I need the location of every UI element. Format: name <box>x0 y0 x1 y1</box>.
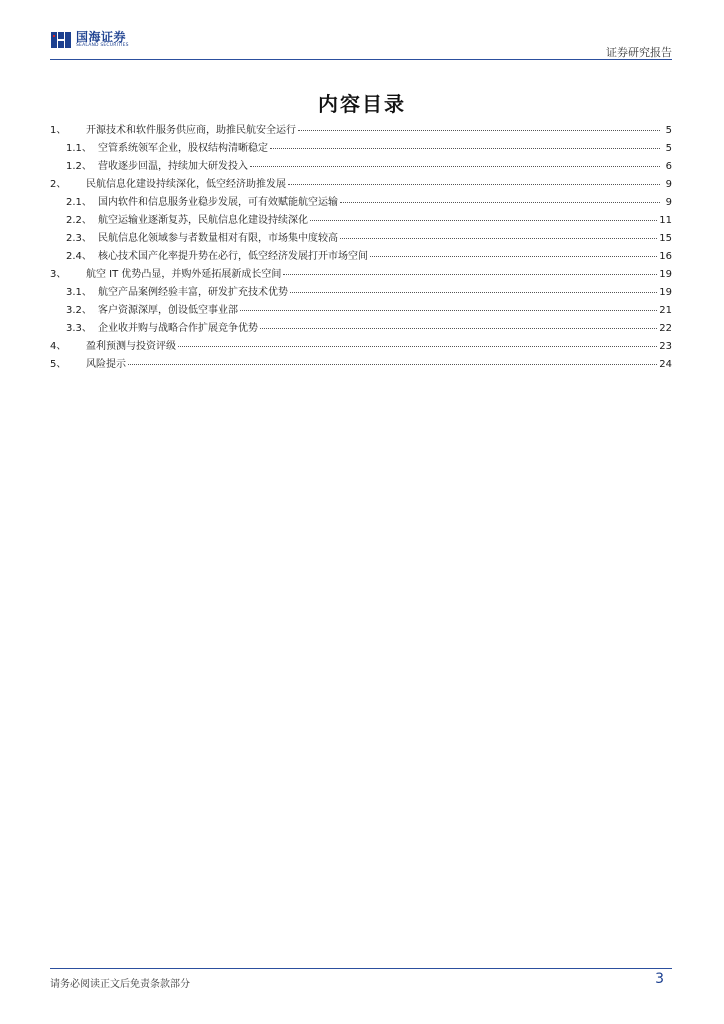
toc-entry-number: 2.3、 <box>66 233 92 244</box>
toc-dot-leader <box>128 364 657 365</box>
toc-entry[interactable] <box>50 301 672 319</box>
toc-entry-page: 15 <box>659 233 672 244</box>
toc-dot-leader <box>270 148 660 149</box>
toc-entry-page: 5 <box>665 125 672 136</box>
toc-entry-title: 风险提示 <box>86 359 126 370</box>
header-divider <box>50 59 672 60</box>
toc-entry-number: 3、 <box>50 269 67 280</box>
toc-entry[interactable] <box>50 121 672 139</box>
toc-entry[interactable] <box>50 139 672 157</box>
toc-entry-number: 2、 <box>50 179 67 190</box>
page-number: 3 <box>655 971 664 987</box>
toc-entry[interactable] <box>50 157 672 175</box>
toc-entry-title: 营收逐步回温，持续加大研发投入 <box>98 161 248 172</box>
toc-entry-number: 2.2、 <box>66 215 92 226</box>
toc-entry-number: 5、 <box>50 359 67 370</box>
toc-entry-title: 航空运输业逐渐复苏，民航信息化建设持续深化 <box>98 215 308 226</box>
toc-dot-leader <box>250 166 660 167</box>
toc-entry-number: 1.2、 <box>66 161 92 172</box>
toc-entry[interactable] <box>50 355 672 373</box>
toc-entry-page: 6 <box>665 161 672 172</box>
toc-dot-leader <box>260 328 657 329</box>
toc-entry[interactable] <box>50 175 672 193</box>
logo-chinese-name: 国海证券 <box>76 30 127 45</box>
toc-entry[interactable] <box>50 229 672 247</box>
toc-dot-leader <box>288 184 660 185</box>
toc-entry-title: 航空产品案例经验丰富，研发扩充技术优势 <box>98 287 288 298</box>
toc-entry[interactable] <box>50 193 672 211</box>
toc-dot-leader <box>298 130 660 131</box>
toc-entry-number: 3.1、 <box>66 287 92 298</box>
toc-entry-title: 盈利预测与投资评级 <box>86 341 176 352</box>
disclaimer-note: 请务必阅读正文后免责条款部分 <box>50 979 190 990</box>
toc-entry-title: 客户资源深厚，创设低空事业部 <box>98 305 238 316</box>
toc-dot-leader <box>283 274 657 275</box>
toc-entry[interactable] <box>50 265 672 283</box>
toc-entry-page: 23 <box>659 341 672 352</box>
toc-entry[interactable] <box>50 337 672 355</box>
toc-entry[interactable] <box>50 247 672 265</box>
table-of-contents <box>50 121 672 373</box>
toc-entry-title: 企业收并购与战略合作扩展竞争优势 <box>98 323 258 334</box>
toc-entry-title: 国内软件和信息服务业稳步发展，可有效赋能航空运输 <box>98 197 338 208</box>
toc-entry-page: 11 <box>659 215 672 226</box>
footer-divider <box>50 968 672 969</box>
toc-entry-number: 4、 <box>50 341 67 352</box>
toc-entry-number: 1、 <box>50 125 67 136</box>
toc-entry-page: 9 <box>665 197 672 208</box>
toc-dot-leader <box>340 238 657 239</box>
toc-entry-number: 2.1、 <box>66 197 92 208</box>
toc-dot-leader <box>340 202 660 203</box>
toc-entry-number: 3.3、 <box>66 323 92 334</box>
toc-entry[interactable] <box>50 283 672 301</box>
toc-dot-leader <box>310 220 657 221</box>
toc-dot-leader <box>370 256 657 257</box>
toc-entry-title: 航空 IT 优势凸显，并购外延拓展新成长空间 <box>86 269 282 280</box>
logo-english-name: SEALAND SECURITIES <box>76 43 129 49</box>
toc-entry-page: 16 <box>659 251 672 262</box>
toc-entry-title: 空管系统领军企业，股权结构清晰稳定 <box>98 143 268 154</box>
toc-dot-leader <box>290 292 657 293</box>
toc-entry-number: 3.2、 <box>66 305 92 316</box>
toc-title: 内容目录 <box>318 92 406 116</box>
company-logo <box>50 30 129 50</box>
toc-entry-page: 22 <box>659 323 672 334</box>
toc-entry-page: 5 <box>665 143 672 154</box>
toc-entry-title: 开源技术和软件服务供应商，助推民航安全运行 <box>86 125 296 136</box>
toc-entry-page: 24 <box>659 359 672 370</box>
toc-entry-number: 1.1、 <box>66 143 92 154</box>
report-type-label: 证券研究报告 <box>606 46 672 59</box>
toc-entry[interactable] <box>50 319 672 337</box>
page-header <box>50 30 672 60</box>
toc-entry-title: 核心技术国产化率提升势在必行，低空经济发展打开市场空间 <box>98 251 368 262</box>
sealand-logo-icon <box>50 30 72 50</box>
toc-entry-title: 民航信息化建设持续深化，低空经济助推发展 <box>86 179 286 190</box>
toc-entry-page: 9 <box>665 179 672 190</box>
toc-entry[interactable] <box>50 211 672 229</box>
toc-entry-title: 民航信息化领域参与者数量相对有限，市场集中度较高 <box>98 233 338 244</box>
toc-entry-page: 19 <box>659 269 672 280</box>
toc-entry-page: 21 <box>659 305 672 316</box>
toc-dot-leader <box>178 346 657 347</box>
toc-entry-page: 19 <box>659 287 672 298</box>
toc-dot-leader <box>240 310 657 311</box>
toc-entry-number: 2.4、 <box>66 251 92 262</box>
